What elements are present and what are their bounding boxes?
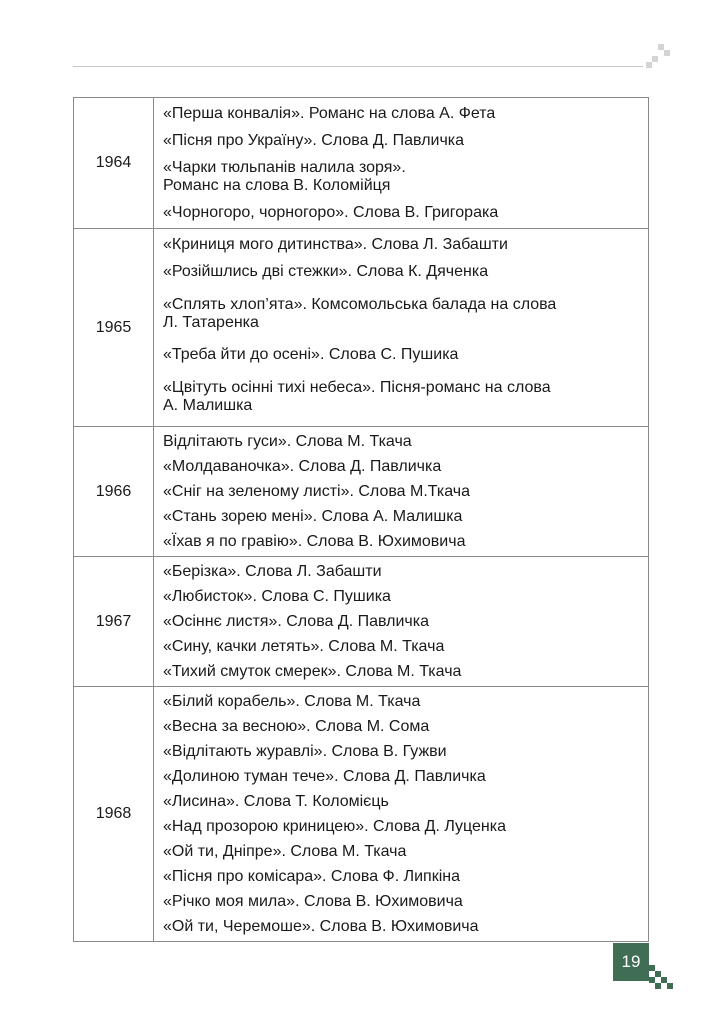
table-row bbox=[74, 98, 649, 229]
song-entry: «Осіннє листя». Слова Д. Павличка bbox=[163, 613, 429, 630]
song-entry: «Весна за весною». Слова М. Сома bbox=[163, 718, 430, 735]
song-entry: «Сину, качки летять». Слова М. Ткача bbox=[163, 638, 445, 655]
song-entry: «Сніг на зеленому листі». Слова М.Ткача bbox=[163, 483, 470, 500]
song-entry: «Любисток». Слова С. Пушика bbox=[163, 588, 391, 605]
song-entry: «Молдаваночка». Слова Д. Павличка bbox=[163, 458, 442, 475]
songs-table bbox=[73, 97, 649, 942]
song-entry: «Над прозорою криницею». Слова Д. Луценка bbox=[163, 818, 506, 835]
song-entry: «Тихий смуток смерек». Слова М. Ткача bbox=[163, 663, 462, 680]
page-number: 19 bbox=[613, 943, 649, 981]
songs-cell bbox=[154, 687, 649, 942]
song-entry: «Ой ти, Дніпре». Слова М. Ткача bbox=[163, 843, 407, 860]
song-entry: «Річко моя мила». Слова В. Юхимовича bbox=[163, 893, 463, 910]
song-entry: «Відлітають журавлі». Слова В. Гужви bbox=[163, 743, 447, 760]
table-row bbox=[74, 557, 649, 687]
song-entry: «Сплять хлоп’ята». Комсомольська балада на слова Л. Татаренка bbox=[163, 296, 557, 331]
song-entry: «Берізка». Слова Л. Забашти bbox=[163, 563, 382, 580]
song-entry: «Цвітуть осінні тихі небеса». Пісня-романс на слова А. Малишка bbox=[163, 379, 551, 414]
song-entry: Відлітають гуси». Слова М. Ткача bbox=[163, 433, 412, 450]
table-row bbox=[74, 427, 649, 557]
song-entry: «Білий корабель». Слова М. Ткача bbox=[163, 693, 421, 710]
songs-cell bbox=[154, 427, 649, 557]
year-cell: 1964 bbox=[74, 98, 154, 229]
footer-decoration-icon bbox=[649, 965, 675, 991]
song-entry: «Ой ти, Черемоше». Слова В. Юхимовича bbox=[163, 918, 479, 935]
song-entry: «Чарки тюльпанів налила зоря». Романс на слова В. Коломійця bbox=[163, 159, 406, 194]
table-row bbox=[74, 687, 649, 942]
song-entry: «Треба йти до осені». Слова С. Пушика bbox=[163, 346, 459, 363]
song-entry: «Їхав я по гравію». Слова В. Юхимовича bbox=[163, 533, 466, 550]
corner-decoration-icon bbox=[642, 44, 672, 72]
table-row bbox=[74, 229, 649, 427]
song-entry: «Долиною туман тече». Слова Д. Павличка bbox=[163, 768, 486, 785]
year-cell: 1968 bbox=[74, 687, 154, 942]
songs-cell bbox=[154, 229, 649, 427]
song-entry: «Розійшлись дві стежки». Слова К. Дяченка bbox=[163, 263, 489, 280]
song-entry: «Лисина». Слова Т. Коломієць bbox=[163, 793, 389, 810]
year-cell: 1966 bbox=[74, 427, 154, 557]
song-entry: «Пісня про Україну». Слова Д. Павличка bbox=[163, 132, 465, 149]
song-entry: «Криниця мого дитинства». Слова Л. Забашти bbox=[163, 236, 508, 253]
songs-cell bbox=[154, 98, 649, 229]
song-entry: «Стань зорею мені». Слова А. Малишка bbox=[163, 508, 463, 525]
header-rule bbox=[73, 66, 643, 67]
year-cell: 1965 bbox=[74, 229, 154, 427]
year-cell: 1967 bbox=[74, 557, 154, 687]
song-entry: «Перша конвалія». Романс на слова А. Фета bbox=[163, 105, 496, 122]
songs-cell bbox=[154, 557, 649, 687]
song-entry: «Пісня про комісара». Слова Ф. Липкіна bbox=[163, 868, 460, 885]
song-entry: «Чорногоро, чорногоро». Слова В. Григорака bbox=[163, 204, 499, 221]
